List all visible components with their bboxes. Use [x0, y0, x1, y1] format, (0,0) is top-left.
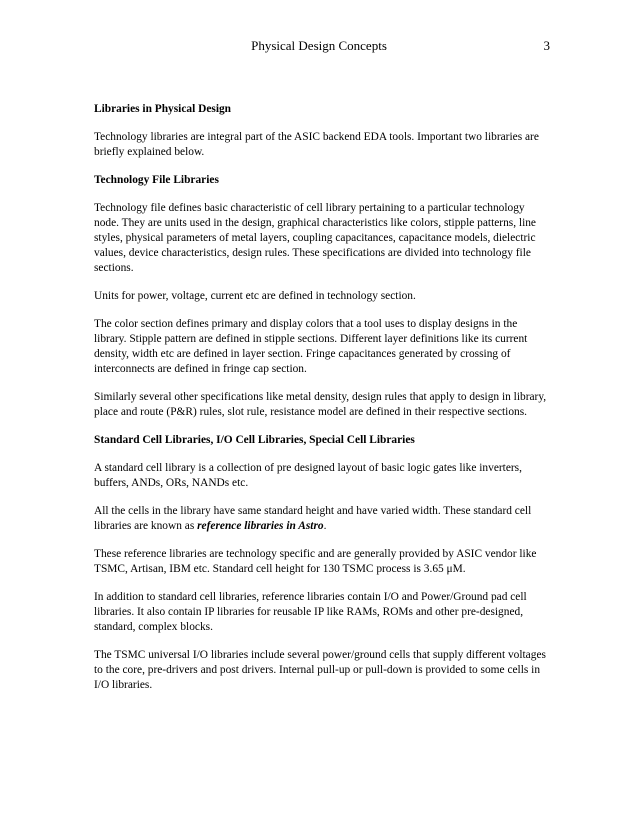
paragraph-libraries-intro: Technology libraries are integral part of the ASIC backend EDA tools. Important two libraries are briefly explained below.: [94, 131, 539, 158]
paragraph-standard-cell-3: These reference libraries are technology specific and are generally provided by ASIC vendor like TSMC, Artisan, IBM etc. Standard cell height for 130 TSMC process is 3.65 μM.: [94, 548, 537, 575]
paragraph-standard-cell-1: A standard cell library is a collection of pre designed layout of basic logic gates like inverters, buffers, ANDs, ORs, NANDs etc.: [94, 462, 522, 489]
emphasis-reference-libraries: reference libraries in Astro: [197, 520, 324, 532]
page-body: [94, 102, 552, 706]
paragraph-standard-cell-2-end: .: [323, 520, 327, 532]
paragraph-technology-file-4: Similarly several other specifications like metal density, design rules that apply to design in library, place and route (P&R) rules, slot rule, resistance model are defined in their respective sections.: [94, 391, 547, 418]
running-header-title: Physical Design Concepts: [251, 38, 387, 53]
paragraph-standard-cell-5: The TSMC universal I/O libraries include several power/ground cells that supply different voltages to the core, pre-drivers and post drivers. Internal pull-up or pull-down is provided to some cells in I/O libraries.: [94, 649, 546, 691]
section-heading-libraries: Libraries in Physical Design: [94, 103, 232, 115]
section-heading-technology-file: Technology File Libraries: [94, 174, 219, 186]
paragraph-standard-cell-4: In addition to standard cell libraries, reference libraries contain I/O and Power/Ground pad cell libraries. It also contain IP libraries for reusable IP like RAMs, ROMs and other pre-designed, standard, complex blocks.: [94, 591, 527, 633]
paragraph-technology-file-3: The color section defines primary and display colors that a tool uses to display designs in the library. Stipple pattern are defined in stipple sections. Different layer definitions like its current density, width etc are defined in layer section. Fringe capacitances generated by crossing of interconnects are defined in fringe cap section.: [94, 318, 528, 375]
page-number: 3: [543, 38, 550, 53]
paragraph-technology-file-2: Units for power, voltage, current etc are defined in technology section.: [94, 290, 416, 302]
paragraph-standard-cell-2-text: All the cells in the library have same standard height and have varied width. These standard cell libraries are known as: [94, 505, 532, 532]
paragraph-standard-cell-2: [94, 504, 552, 534]
section-heading-standard-cell: Standard Cell Libraries, I/O Cell Libraries, Special Cell Libraries: [94, 434, 415, 446]
paragraph-technology-file-1: Technology file defines basic characteristic of cell library pertaining to a particular technology node. They are units used in the design, graphical characteristics like colors, stipple patterns, line styles, physical parameters of metal layers, coupling capacitances, capacitance models, dielectric values, device characteristics, design rules. These specifications are divided into technology file sections.: [94, 202, 536, 274]
